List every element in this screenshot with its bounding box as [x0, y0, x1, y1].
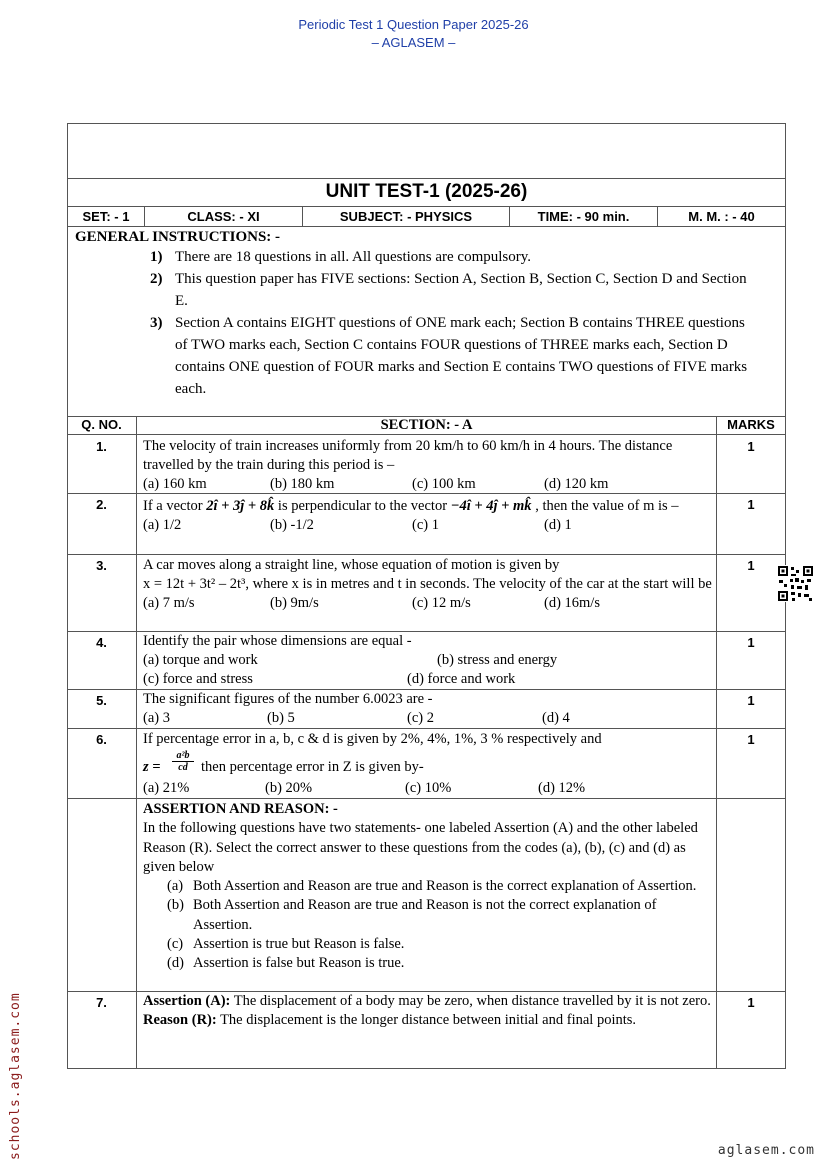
option-d: (d) 4	[542, 710, 570, 726]
option-d: (d) 120 km	[544, 476, 609, 492]
footer-watermark: aglasem.com	[717, 1143, 815, 1158]
option-a: (a) torque and work	[143, 652, 258, 668]
formula-denominator: cd	[178, 762, 188, 773]
meta-set: SET: - 1	[67, 206, 145, 227]
option-c: (c) force and stress	[143, 671, 253, 687]
question-3	[143, 556, 713, 613]
option-b: (b) -1/2	[270, 517, 314, 533]
question-number: 4.	[96, 635, 107, 650]
question-marks: 1	[747, 732, 755, 747]
formula-numerator: a²b	[172, 750, 194, 762]
option-b: (b) 5	[267, 710, 295, 726]
col-divider-left	[136, 416, 137, 1069]
option-d: (d) 12%	[538, 780, 586, 796]
question-text: Identify the pair whose dimensions are equal -	[143, 633, 412, 649]
formula-lhs: z =	[143, 759, 161, 775]
question-marks: 1	[747, 558, 755, 573]
formula-line	[143, 749, 713, 779]
question-number: 1.	[96, 439, 107, 454]
col-header-section: SECTION: - A	[380, 417, 473, 433]
question-marks: 1	[747, 439, 755, 454]
question-6	[143, 730, 713, 798]
question-text: The velocity of train increases uniformly from 20 km/h to 60 km/h in 4 hours. The distance travelled by the train during this period is –	[143, 438, 673, 473]
option-c: (c) 1	[412, 517, 439, 533]
option-c: (c) 10%	[405, 780, 452, 796]
option-b: (b) 9m/s	[270, 595, 319, 611]
question-options	[143, 709, 713, 728]
equation: x = 12t + 3t² – 2t³	[143, 576, 246, 592]
question-marks: 1	[747, 497, 755, 512]
paper-title: UNIT TEST-1 (2025-26)	[325, 181, 528, 202]
vector-1: 2î + 3ĵ + 8k̂	[206, 498, 275, 514]
question-number: 2.	[96, 497, 107, 512]
meta-subject: SUBJECT: - PHYSICS	[302, 206, 510, 227]
question-2	[143, 497, 713, 535]
option-d: (d) 16m/s	[544, 595, 600, 611]
general-instructions-list	[140, 246, 760, 400]
choice-item: (a) Both Assertion and Reason are true and Reason is the correct explanation of Assertion.	[167, 878, 697, 895]
assertion-reason-block	[143, 800, 713, 974]
option-a: (a) 1/2	[143, 517, 182, 533]
option-a: (a) 21%	[143, 780, 190, 796]
question-options	[143, 475, 713, 494]
question-text: If a vector 2î + 3ĵ + 8k̂ is perpendicular to the vector −4î + 4ĵ + mk̂ , then the value of m is –	[143, 498, 679, 514]
question-number: 6.	[96, 732, 107, 747]
option-d: (d) force and work	[407, 671, 516, 687]
instruction-item: 3) Section A contains EIGHT questions of ONE mark each; Section B contains THREE questions of TWO marks each, Section C contains FOUR questions of THREE marks each, Section D contains ONE question of FOUR marks and Section E contains TWO questions of FIVE marks each.	[150, 315, 748, 397]
instruction-item: 1) There are 18 questions in all. All questions are compulsory.	[150, 249, 532, 265]
assertion-reason-intro: In the following questions have two statements- one labeled Assertion (A) and the other labeled Reason (R). Select the correct answer to these questions from the codes (a), (b), (c) and (d) as given below	[143, 820, 698, 875]
question-number: 5.	[96, 693, 107, 708]
choice-item: (d) Assertion is false but Reason is true.	[167, 955, 405, 972]
vector-2: −4î + 4ĵ + mk̂	[450, 498, 532, 514]
blank-header-box	[67, 123, 786, 179]
question-marks: 1	[747, 995, 755, 1010]
qr-code-icon	[777, 565, 814, 602]
option-b: (b) 180 km	[270, 476, 335, 492]
instruction-item: 2) This question paper has FIVE sections: Section A, Section B, Section C, Section D and Section E.	[150, 271, 747, 309]
option-c: (c) 100 km	[412, 476, 476, 492]
question-text: A car moves along a straight line, whose equation of motion is given by x = 12t + 3t² – 2t³, where x is in metres and t in seconds. The velocity of the car at the start will be	[143, 557, 712, 592]
doc-header-line2: – AGLASEM –	[371, 35, 456, 50]
side-watermark: schools.aglasem.com	[8, 992, 23, 1160]
question-text: The significant figures of the number 6.0023 are -	[143, 691, 433, 707]
question-1	[143, 437, 713, 494]
doc-header-line1: Periodic Test 1 Question Paper 2025-26	[298, 17, 529, 32]
question-marks: 1	[747, 693, 755, 708]
assertion-reason-heading: ASSERTION AND REASON: -	[143, 801, 338, 817]
col-header-qno: Q. NO.	[81, 417, 122, 432]
meta-time: TIME: - 90 min.	[509, 206, 658, 227]
question-marks: 1	[747, 635, 755, 650]
question-7	[143, 992, 713, 1030]
option-c: (c) 2	[407, 710, 434, 726]
question-options	[143, 516, 713, 535]
question-5	[143, 690, 713, 728]
meta-max-marks: M. M. : - 40	[657, 206, 786, 227]
option-b: (b) stress and energy	[437, 652, 558, 668]
question-number: 3.	[96, 558, 107, 573]
question-number: 7.	[96, 995, 107, 1010]
option-b: (b) 20%	[265, 780, 313, 796]
option-a: (a) 7 m/s	[143, 595, 195, 611]
reason-text: Reason (R): The displacement is the longer distance between initial and final points.	[143, 1012, 637, 1028]
choice-item: (c) Assertion is true but Reason is false.	[167, 936, 405, 953]
question-4	[143, 632, 713, 689]
formula-tail: then percentage error in Z is given by-	[201, 759, 424, 775]
question-options	[143, 779, 713, 798]
option-d: (d) 1	[544, 517, 572, 533]
option-a: (a) 3	[143, 710, 170, 726]
general-instructions-heading: GENERAL INSTRUCTIONS: -	[75, 229, 281, 245]
choice-item: (b) Both Assertion and Reason are true and Reason is not the correct explanation of Assertion.	[167, 897, 657, 933]
assertion-text: Assertion (A): The displacement of a body may be zero, when distance travelled by it is not zero.	[143, 993, 711, 1009]
meta-class: CLASS: - XI	[144, 206, 303, 227]
question-text: If percentage error in a, b, c & d is given by 2%, 4%, 1%, 3 % respectively and	[143, 731, 602, 747]
question-options	[143, 594, 713, 613]
question-options	[143, 651, 713, 670]
option-a: (a) 160 km	[143, 476, 207, 492]
assertion-reason-choices	[143, 877, 713, 973]
col-header-marks: MARKS	[727, 417, 775, 432]
option-c: (c) 12 m/s	[412, 595, 471, 611]
